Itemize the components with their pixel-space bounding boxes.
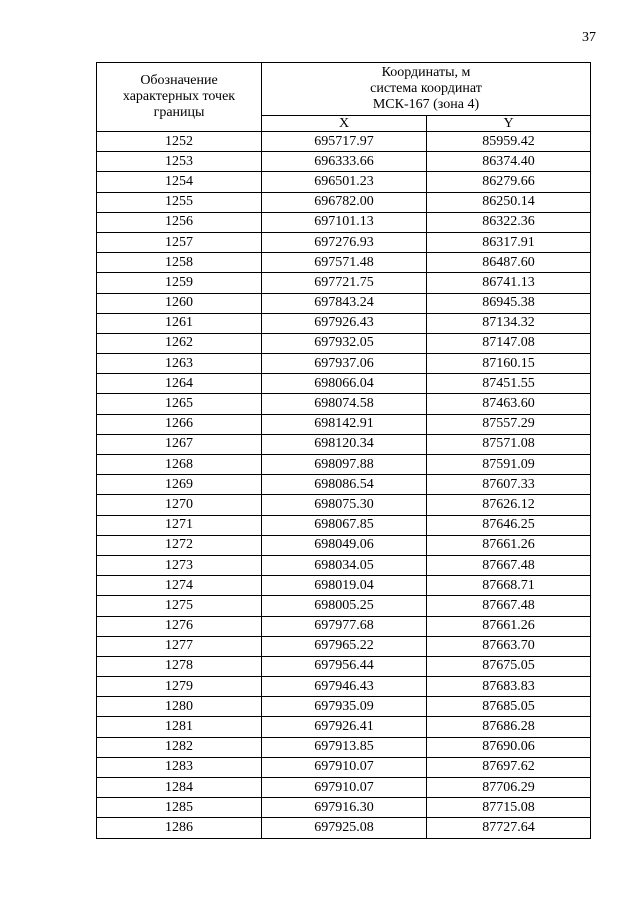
y-coordinate-cell: 87667.48 [427,596,591,616]
y-coordinate-cell: 87571.08 [427,434,591,454]
point-designation-cell: 1276 [97,616,262,636]
x-coordinate-cell: 697916.30 [262,798,427,818]
point-designation-cell: 1255 [97,192,262,212]
y-coordinate-cell: 87675.05 [427,656,591,676]
x-coordinate-cell: 698067.85 [262,515,427,535]
y-coordinate-cell: 87661.26 [427,535,591,555]
point-header-line-2: характерных точек [122,89,236,104]
coords-header-line-2: система координат [370,81,482,96]
point-designation-cell: 1282 [97,737,262,757]
y-coordinate-cell: 87451.55 [427,374,591,394]
x-coordinate-cell: 698075.30 [262,495,427,515]
x-coordinate-cell: 695717.97 [262,132,427,152]
y-column-header: Y [427,116,591,132]
y-coordinate-cell: 87686.28 [427,717,591,737]
x-coordinate-cell: 698049.06 [262,535,427,555]
table-row [97,354,591,374]
coords-header-line-3: МСК-167 (зона 4) [372,97,480,112]
x-coordinate-cell: 697932.05 [262,333,427,353]
point-header-line-1: Обозначение [140,73,218,88]
y-coordinate-cell: 87697.62 [427,757,591,777]
y-coordinate-cell: 86374.40 [427,152,591,172]
table-row [97,132,591,152]
table-row [97,656,591,676]
table-row [97,253,591,273]
table-row [97,697,591,717]
table-row [97,798,591,818]
x-column-header: X [262,116,427,132]
table-body [97,132,591,839]
y-coordinate-cell: 86487.60 [427,253,591,273]
table-row [97,495,591,515]
point-designation-cell: 1279 [97,677,262,697]
table-row [97,535,591,555]
y-coordinate-cell: 87683.83 [427,677,591,697]
table-row [97,394,591,414]
y-coordinate-cell: 87557.29 [427,414,591,434]
y-coordinate-cell: 87607.33 [427,475,591,495]
table-row [97,434,591,454]
table-row [97,757,591,777]
point-designation-cell: 1258 [97,253,262,273]
x-coordinate-cell: 698074.58 [262,394,427,414]
point-designation-cell: 1252 [97,132,262,152]
point-designation-cell: 1284 [97,778,262,798]
y-coordinate-cell: 86317.91 [427,232,591,252]
x-coordinate-cell: 697101.13 [262,212,427,232]
coordinates-table [96,62,591,839]
point-designation-cell: 1269 [97,475,262,495]
point-designation-cell: 1273 [97,555,262,575]
y-coordinate-cell: 87667.48 [427,555,591,575]
point-designation-header [97,63,262,132]
y-coordinate-cell: 87690.06 [427,737,591,757]
coords-header-line-1: Координаты, м [381,65,471,80]
y-coordinate-cell: 87685.05 [427,697,591,717]
x-coordinate-cell: 697937.06 [262,354,427,374]
page-number: 37 [582,30,596,45]
point-designation-cell: 1254 [97,172,262,192]
table-row [97,212,591,232]
x-coordinate-cell: 698066.04 [262,374,427,394]
y-coordinate-cell: 87463.60 [427,394,591,414]
x-coordinate-cell: 697913.85 [262,737,427,757]
table-row [97,778,591,798]
point-designation-cell: 1259 [97,273,262,293]
x-coordinate-cell: 698142.91 [262,414,427,434]
table-row [97,616,591,636]
point-designation-cell: 1268 [97,455,262,475]
y-coordinate-cell: 87706.29 [427,778,591,798]
point-designation-cell: 1261 [97,313,262,333]
x-coordinate-cell: 697910.07 [262,778,427,798]
y-coordinate-cell: 87661.26 [427,616,591,636]
x-coordinate-cell: 697843.24 [262,293,427,313]
table-row [97,677,591,697]
table-row [97,273,591,293]
y-coordinate-cell: 87160.15 [427,354,591,374]
point-designation-cell: 1263 [97,354,262,374]
x-coordinate-cell: 696501.23 [262,172,427,192]
point-designation-cell: 1266 [97,414,262,434]
x-coordinate-cell: 696333.66 [262,152,427,172]
point-designation-cell: 1253 [97,152,262,172]
table-row [97,313,591,333]
x-coordinate-cell: 697935.09 [262,697,427,717]
x-coordinate-cell: 698019.04 [262,576,427,596]
point-designation-cell: 1275 [97,596,262,616]
y-coordinate-cell: 87626.12 [427,495,591,515]
table-row [97,636,591,656]
point-designation-cell: 1277 [97,636,262,656]
point-designation-cell: 1270 [97,495,262,515]
point-designation-cell: 1265 [97,394,262,414]
y-coordinate-cell: 87147.08 [427,333,591,353]
x-coordinate-cell: 697721.75 [262,273,427,293]
x-coordinate-cell: 697956.44 [262,656,427,676]
x-coordinate-cell: 698097.88 [262,455,427,475]
table-row [97,414,591,434]
y-coordinate-cell: 86279.66 [427,172,591,192]
table-row [97,172,591,192]
table-row [97,293,591,313]
table-row [97,576,591,596]
point-designation-cell: 1280 [97,697,262,717]
table-row [97,737,591,757]
table-row [97,152,591,172]
y-coordinate-cell: 87727.64 [427,818,591,838]
y-coordinate-cell: 87591.09 [427,455,591,475]
table-row [97,596,591,616]
y-coordinate-cell: 85959.42 [427,132,591,152]
coordinates-header [262,63,591,116]
y-coordinate-cell: 86945.38 [427,293,591,313]
x-coordinate-cell: 697571.48 [262,253,427,273]
point-designation-cell: 1272 [97,535,262,555]
x-coordinate-cell: 697946.43 [262,677,427,697]
table-row [97,475,591,495]
x-coordinate-cell: 698005.25 [262,596,427,616]
x-coordinate-cell: 697925.08 [262,818,427,838]
point-designation-cell: 1260 [97,293,262,313]
table-row [97,717,591,737]
table-row [97,455,591,475]
y-coordinate-cell: 87715.08 [427,798,591,818]
point-designation-cell: 1285 [97,798,262,818]
point-designation-cell: 1262 [97,333,262,353]
x-coordinate-cell: 697926.43 [262,313,427,333]
table-row [97,818,591,838]
table-row [97,555,591,575]
table-row [97,192,591,212]
table-row [97,374,591,394]
x-coordinate-cell: 697977.68 [262,616,427,636]
x-coordinate-cell: 697965.22 [262,636,427,656]
x-coordinate-cell: 696782.00 [262,192,427,212]
x-coordinate-cell: 698034.05 [262,555,427,575]
point-header-line-3: границы [153,105,205,120]
y-coordinate-cell: 86250.14 [427,192,591,212]
point-designation-cell: 1267 [97,434,262,454]
point-designation-cell: 1283 [97,757,262,777]
x-coordinate-cell: 697910.07 [262,757,427,777]
point-designation-cell: 1278 [97,656,262,676]
point-designation-cell: 1264 [97,374,262,394]
y-coordinate-cell: 86322.36 [427,212,591,232]
table-row [97,515,591,535]
y-coordinate-cell: 87134.32 [427,313,591,333]
y-coordinate-cell: 87663.70 [427,636,591,656]
y-coordinate-cell: 86741.13 [427,273,591,293]
table-header [97,63,591,132]
point-designation-cell: 1286 [97,818,262,838]
point-designation-cell: 1274 [97,576,262,596]
x-coordinate-cell: 697276.93 [262,232,427,252]
y-coordinate-cell: 87668.71 [427,576,591,596]
table-row [97,333,591,353]
point-designation-cell: 1256 [97,212,262,232]
y-coordinate-cell: 87646.25 [427,515,591,535]
x-coordinate-cell: 698086.54 [262,475,427,495]
point-designation-cell: 1271 [97,515,262,535]
table-row [97,232,591,252]
point-designation-cell: 1257 [97,232,262,252]
x-coordinate-cell: 697926.41 [262,717,427,737]
point-designation-cell: 1281 [97,717,262,737]
x-coordinate-cell: 698120.34 [262,434,427,454]
